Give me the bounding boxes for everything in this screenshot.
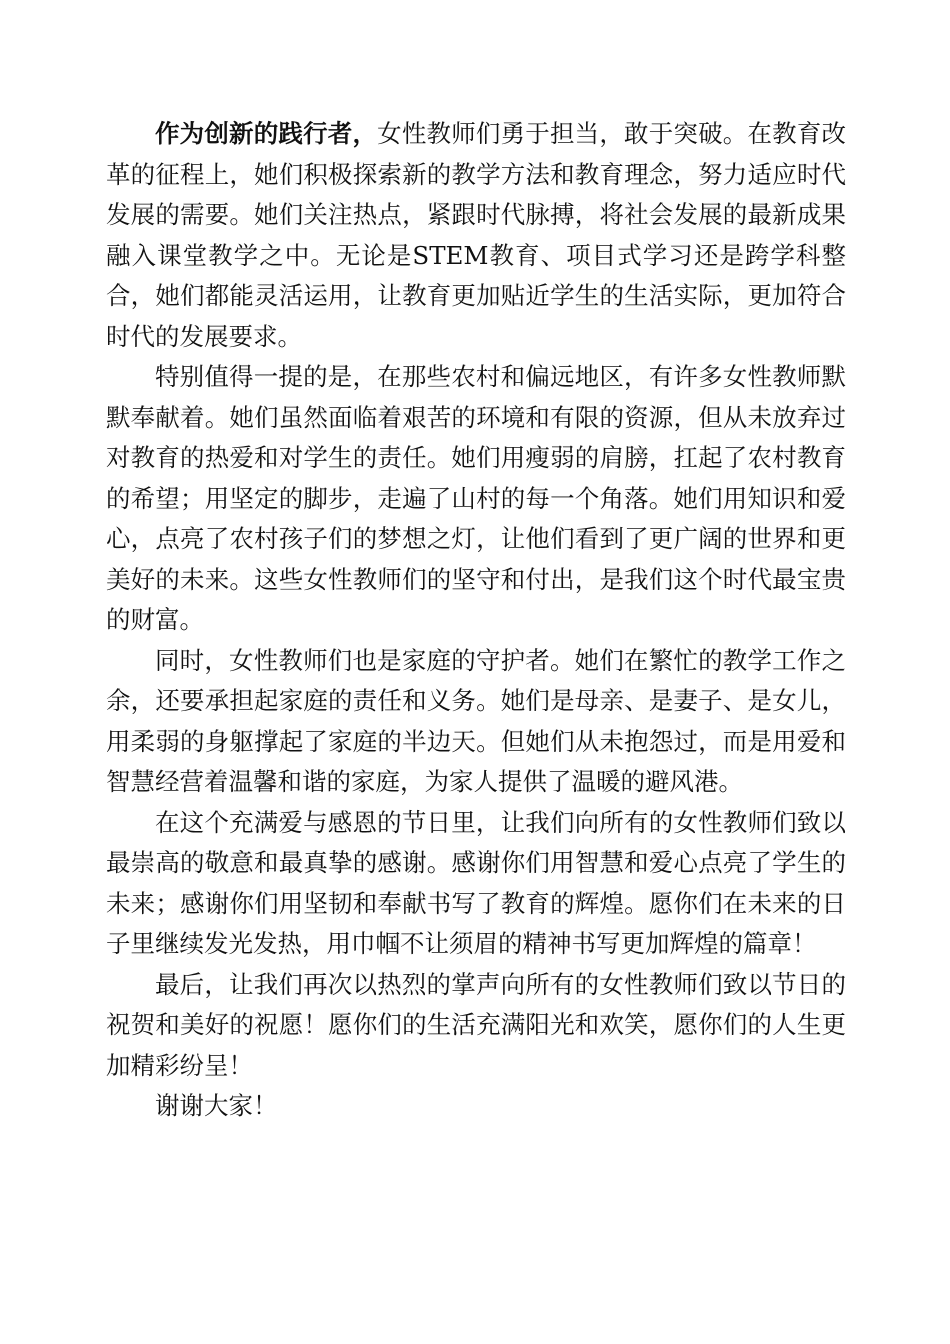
paragraph-thanks: 谢谢大家！: [155, 1091, 278, 1120]
paragraph-closing-wishes: 最后，让我们再次以热烈的掌声向所有的女性教师们致以节日的祝贺和美好的祝愿！愿你们的生活充满阳光和欢笑，愿你们的人生更加精彩纷呈！: [106, 969, 846, 1080]
document-body: [106, 114, 846, 1127]
paragraph-family-guardians: 同时，女性教师们也是家庭的守护者。她们在繁忙的教学工作之余，还要承担起家庭的责任和义务。她们是母亲、是妻子、是女儿，用柔弱的身躯撑起了家庭的半边天。但她们从未抱怨过，而是用爱和智慧经营着温馨和谐的家庭，为家人提供了温暖的避风港。: [106, 645, 846, 796]
paragraph-lead-bold: 作为创新的践行者，: [155, 119, 378, 148]
paragraph-innovation: [106, 114, 846, 357]
paragraph-gratitude: 在这个充满爱与感恩的节日里，让我们向所有的女性教师们致以最崇高的敬意和最真挚的感谢。感谢你们用智慧和爱心点亮了学生的未来；感谢你们用坚韧和奉献书写了教育的辉煌。愿你们在未来的日子里继续发光发热，用巾帼不让须眉的精神书写更加辉煌的篇章！: [106, 807, 846, 958]
paragraph-text: 女性教师们勇于担当，敢于突破。在教育改革的征程上，她们积极探索新的教学方法和教育理念，努力适应时代发展的需要。她们关注热点，紧跟时代脉搏，将社会发展的最新成果融入课堂教学之中。无论是STEM教育、项目式学习还是跨学科整合，她们都能灵活运用，让教育更加贴近学生的生活实际，更加符合时代的发展要求。: [106, 119, 847, 351]
paragraph-rural-teachers: 特别值得一提的是，在那些农村和偏远地区，有许多女性教师默默奉献着。她们虽然面临着艰苦的环境和有限的资源，但从未放弃过对教育的热爱和对学生的责任。她们用瘦弱的肩膀，扛起了农村教育的希望；用坚定的脚步，走遍了山村的每一个角落。她们用知识和爱心，点亮了农村孩子们的梦想之灯，让他们看到了更广阔的世界和更美好的未来。这些女性教师们的坚守和付出，是我们这个时代最宝贵的财富。: [106, 362, 846, 634]
